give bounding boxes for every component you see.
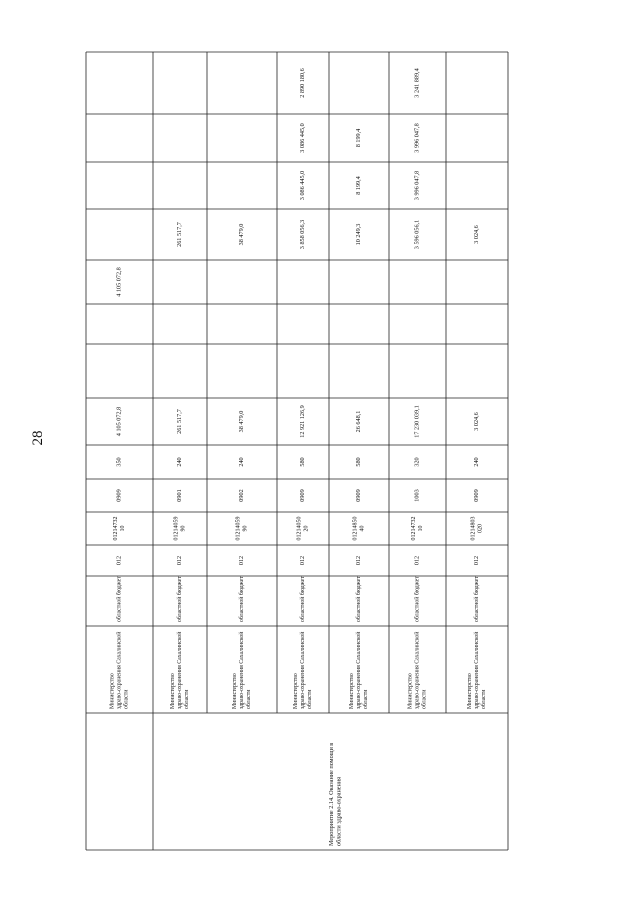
cell-line: Министерство (407, 673, 414, 709)
cell-executor (349, 632, 369, 709)
cell-y2017 (176, 222, 183, 247)
cell-line: области (183, 689, 190, 709)
cell-csr (470, 517, 483, 541)
cell-line: области (123, 689, 130, 709)
cell-line: области (362, 689, 369, 709)
cell-line: Мероприятие 2.14. Оказание помощи в (328, 742, 335, 846)
cell-line: 261 517,7 (175, 222, 183, 247)
cell-rzpr (413, 489, 420, 501)
cell-line: области (245, 689, 252, 709)
cell-y2017 (473, 225, 480, 244)
cell-line: области (306, 689, 313, 709)
cell-y2018 (299, 171, 306, 200)
cell-grbs (355, 556, 362, 565)
cell-vr (473, 457, 480, 466)
cell-line: 0909 (472, 489, 480, 502)
cell-rzpr (473, 489, 480, 501)
cell-line: 012 (298, 555, 306, 566)
cell-line: 3 086 445,0 (298, 170, 306, 201)
cell-line: областной бюджет (299, 576, 306, 622)
cell-y2017 (355, 224, 362, 246)
cell-source (473, 576, 480, 622)
cell-executor (467, 632, 487, 709)
cell-line: 012 (175, 555, 183, 566)
cell-line: Министерство (292, 673, 299, 709)
cell-total (299, 405, 306, 437)
cell-line: 4 105 072,8 (115, 406, 123, 437)
cell-line: 01214050 (296, 516, 303, 541)
cell-y2020 (413, 68, 420, 97)
cell-line: 320 (413, 457, 421, 467)
cell-csr (173, 517, 186, 541)
cell-line: 10 249,3 (354, 223, 362, 246)
cell-line: Министерство (169, 673, 176, 709)
cell-source (176, 576, 183, 622)
cell-line: области (421, 689, 428, 709)
cell-line: 240 (472, 457, 480, 467)
cell-vr (355, 457, 362, 466)
cell-line: Министерство (466, 673, 473, 709)
cell-executor (109, 632, 129, 709)
cell-line: здраво-охранения Сахалинской (414, 631, 421, 709)
cell-line: 350 (115, 457, 123, 467)
cell-line: 0909 (298, 489, 306, 502)
cell-executor (293, 632, 313, 709)
cell-line: 3 024,6 (472, 225, 480, 244)
cell-line: здраво-охранения Сахалинской (355, 631, 362, 709)
cell-line: 0909 (354, 489, 362, 502)
page-number-text: 28 (30, 430, 46, 446)
cell-line: 580 (354, 457, 362, 467)
cell-activity (328, 743, 342, 846)
cell-line: 01214732 (410, 516, 417, 541)
cell-line: 20 (303, 525, 310, 532)
cell-total (176, 409, 183, 434)
cell-line: 3 241 889,4 (413, 68, 421, 98)
cell-line: областной бюджет (414, 576, 421, 622)
cell-vr (238, 457, 245, 466)
cell-rzpr (299, 489, 306, 501)
cell-source (355, 576, 362, 622)
cell-vr (299, 457, 306, 466)
cell-line: области (480, 689, 487, 709)
cell-line: здраво-охранения Сахалинской (473, 631, 480, 709)
cell-rzpr (238, 489, 245, 501)
cell-vr (115, 457, 122, 466)
cell-csr (235, 517, 248, 541)
cell-line: 1003 (413, 489, 421, 502)
cell-vr (176, 457, 183, 466)
cell-line: Министерство (231, 673, 238, 709)
cell-line: 38 479,0 (237, 410, 245, 433)
cell-line: 38 479,0 (237, 223, 245, 246)
cell-line: здраво-охранения Сахалинской (176, 631, 183, 709)
cell-line: областной бюджет (176, 576, 183, 622)
cell-y2017 (238, 224, 245, 246)
cell-line: 012 (237, 555, 245, 566)
cell-line: 3 086 445,0 (298, 123, 306, 153)
cell-grbs (115, 556, 122, 565)
cell-line: здраво-охранения Сахалинской (238, 631, 245, 709)
cell-rzpr (176, 489, 183, 501)
cell-line: 012 (472, 555, 480, 566)
cell-line: 01214732 (112, 516, 119, 541)
cell-line: Министерство (109, 673, 116, 709)
cell-line: областной бюджет (116, 576, 123, 622)
cell-line: 01214059 (173, 516, 180, 541)
cell-grbs (299, 556, 306, 565)
cell-line: 020 (477, 524, 484, 533)
cell-line: 8 199,4 (354, 128, 362, 148)
cell-csr (352, 517, 365, 541)
cell-line: областной бюджет (355, 576, 362, 622)
cell-y2020 (299, 68, 306, 97)
cell-line: 3 024,6 (472, 412, 480, 431)
cell-executor (407, 632, 427, 709)
cell-line: 261 517,7 (175, 409, 183, 434)
cell-grbs (473, 556, 480, 565)
cell-line: 012 (413, 555, 421, 566)
cell-line: здраво-охранения Сахалинской (116, 631, 123, 709)
cell-line: 012 (354, 555, 362, 566)
cell-line: 3 596 056,1 (413, 219, 421, 250)
cell-y2017 (299, 220, 306, 249)
cell-line: 2 890 180,6 (298, 68, 306, 98)
cell-line: 3 858 056,3 (298, 219, 306, 250)
cell-line: здраво-охранения Сахалинской (299, 631, 306, 709)
cell-total (413, 405, 420, 437)
cell-line: 01214059 (235, 516, 242, 541)
cell-total (115, 407, 122, 436)
cell-line: 0901 (175, 489, 183, 502)
cell-csr (411, 517, 424, 541)
cell-source (299, 576, 306, 622)
cell-line: областной бюджет (473, 576, 480, 622)
cell-line: 10 (418, 525, 424, 532)
cell-vr (413, 457, 420, 466)
cell-line: 3 996 047,8 (413, 123, 421, 153)
cell-line: области здраво-охранения (335, 777, 343, 846)
cell-line: 012 (115, 555, 123, 566)
cell-y2016 (115, 267, 122, 296)
cell-line: 40 (359, 525, 366, 532)
cell-line: 90 (242, 525, 249, 532)
cell-y2019 (299, 123, 306, 152)
cell-rzpr (355, 489, 362, 501)
cell-source (115, 576, 122, 622)
cell-y2019 (413, 123, 420, 152)
cell-line: 17 230 039,1 (413, 405, 421, 438)
cell-line: 0902 (237, 489, 245, 502)
cell-rzpr (115, 489, 122, 501)
cell-csr (113, 517, 126, 541)
cell-total (238, 411, 245, 433)
cell-line: 240 (237, 457, 245, 467)
cell-line: 01214850 (352, 516, 359, 541)
cell-line: 12 921 126,9 (298, 405, 306, 438)
cell-line: 240 (175, 457, 183, 467)
cell-line: 0909 (115, 489, 123, 502)
cell-csr (296, 517, 309, 541)
cell-line: 3 996 047,8 (413, 170, 421, 201)
cell-y2019 (355, 129, 362, 148)
cell-y2017 (413, 220, 420, 249)
cell-line: 580 (298, 457, 306, 467)
cell-line: Министерство (348, 673, 355, 709)
cell-line: 90 (180, 525, 187, 532)
cell-executor (170, 632, 190, 709)
cell-grbs (238, 556, 245, 565)
cell-line: 26 648,1 (354, 410, 362, 433)
cell-line: 10 (120, 525, 127, 532)
cell-source (413, 576, 420, 622)
cell-y2018 (355, 176, 362, 195)
cell-grbs (176, 556, 183, 565)
cell-total (473, 412, 480, 431)
cell-line: 8 199,4 (354, 176, 362, 195)
cell-line: 4 105 072,8 (115, 267, 123, 297)
cell-line: областной бюджет (238, 576, 245, 622)
cell-total (355, 411, 362, 433)
cell-source (238, 576, 245, 622)
cell-y2018 (413, 171, 420, 200)
cell-line: 01214803 (470, 516, 477, 541)
cell-grbs (413, 556, 420, 565)
cell-executor (232, 632, 252, 709)
